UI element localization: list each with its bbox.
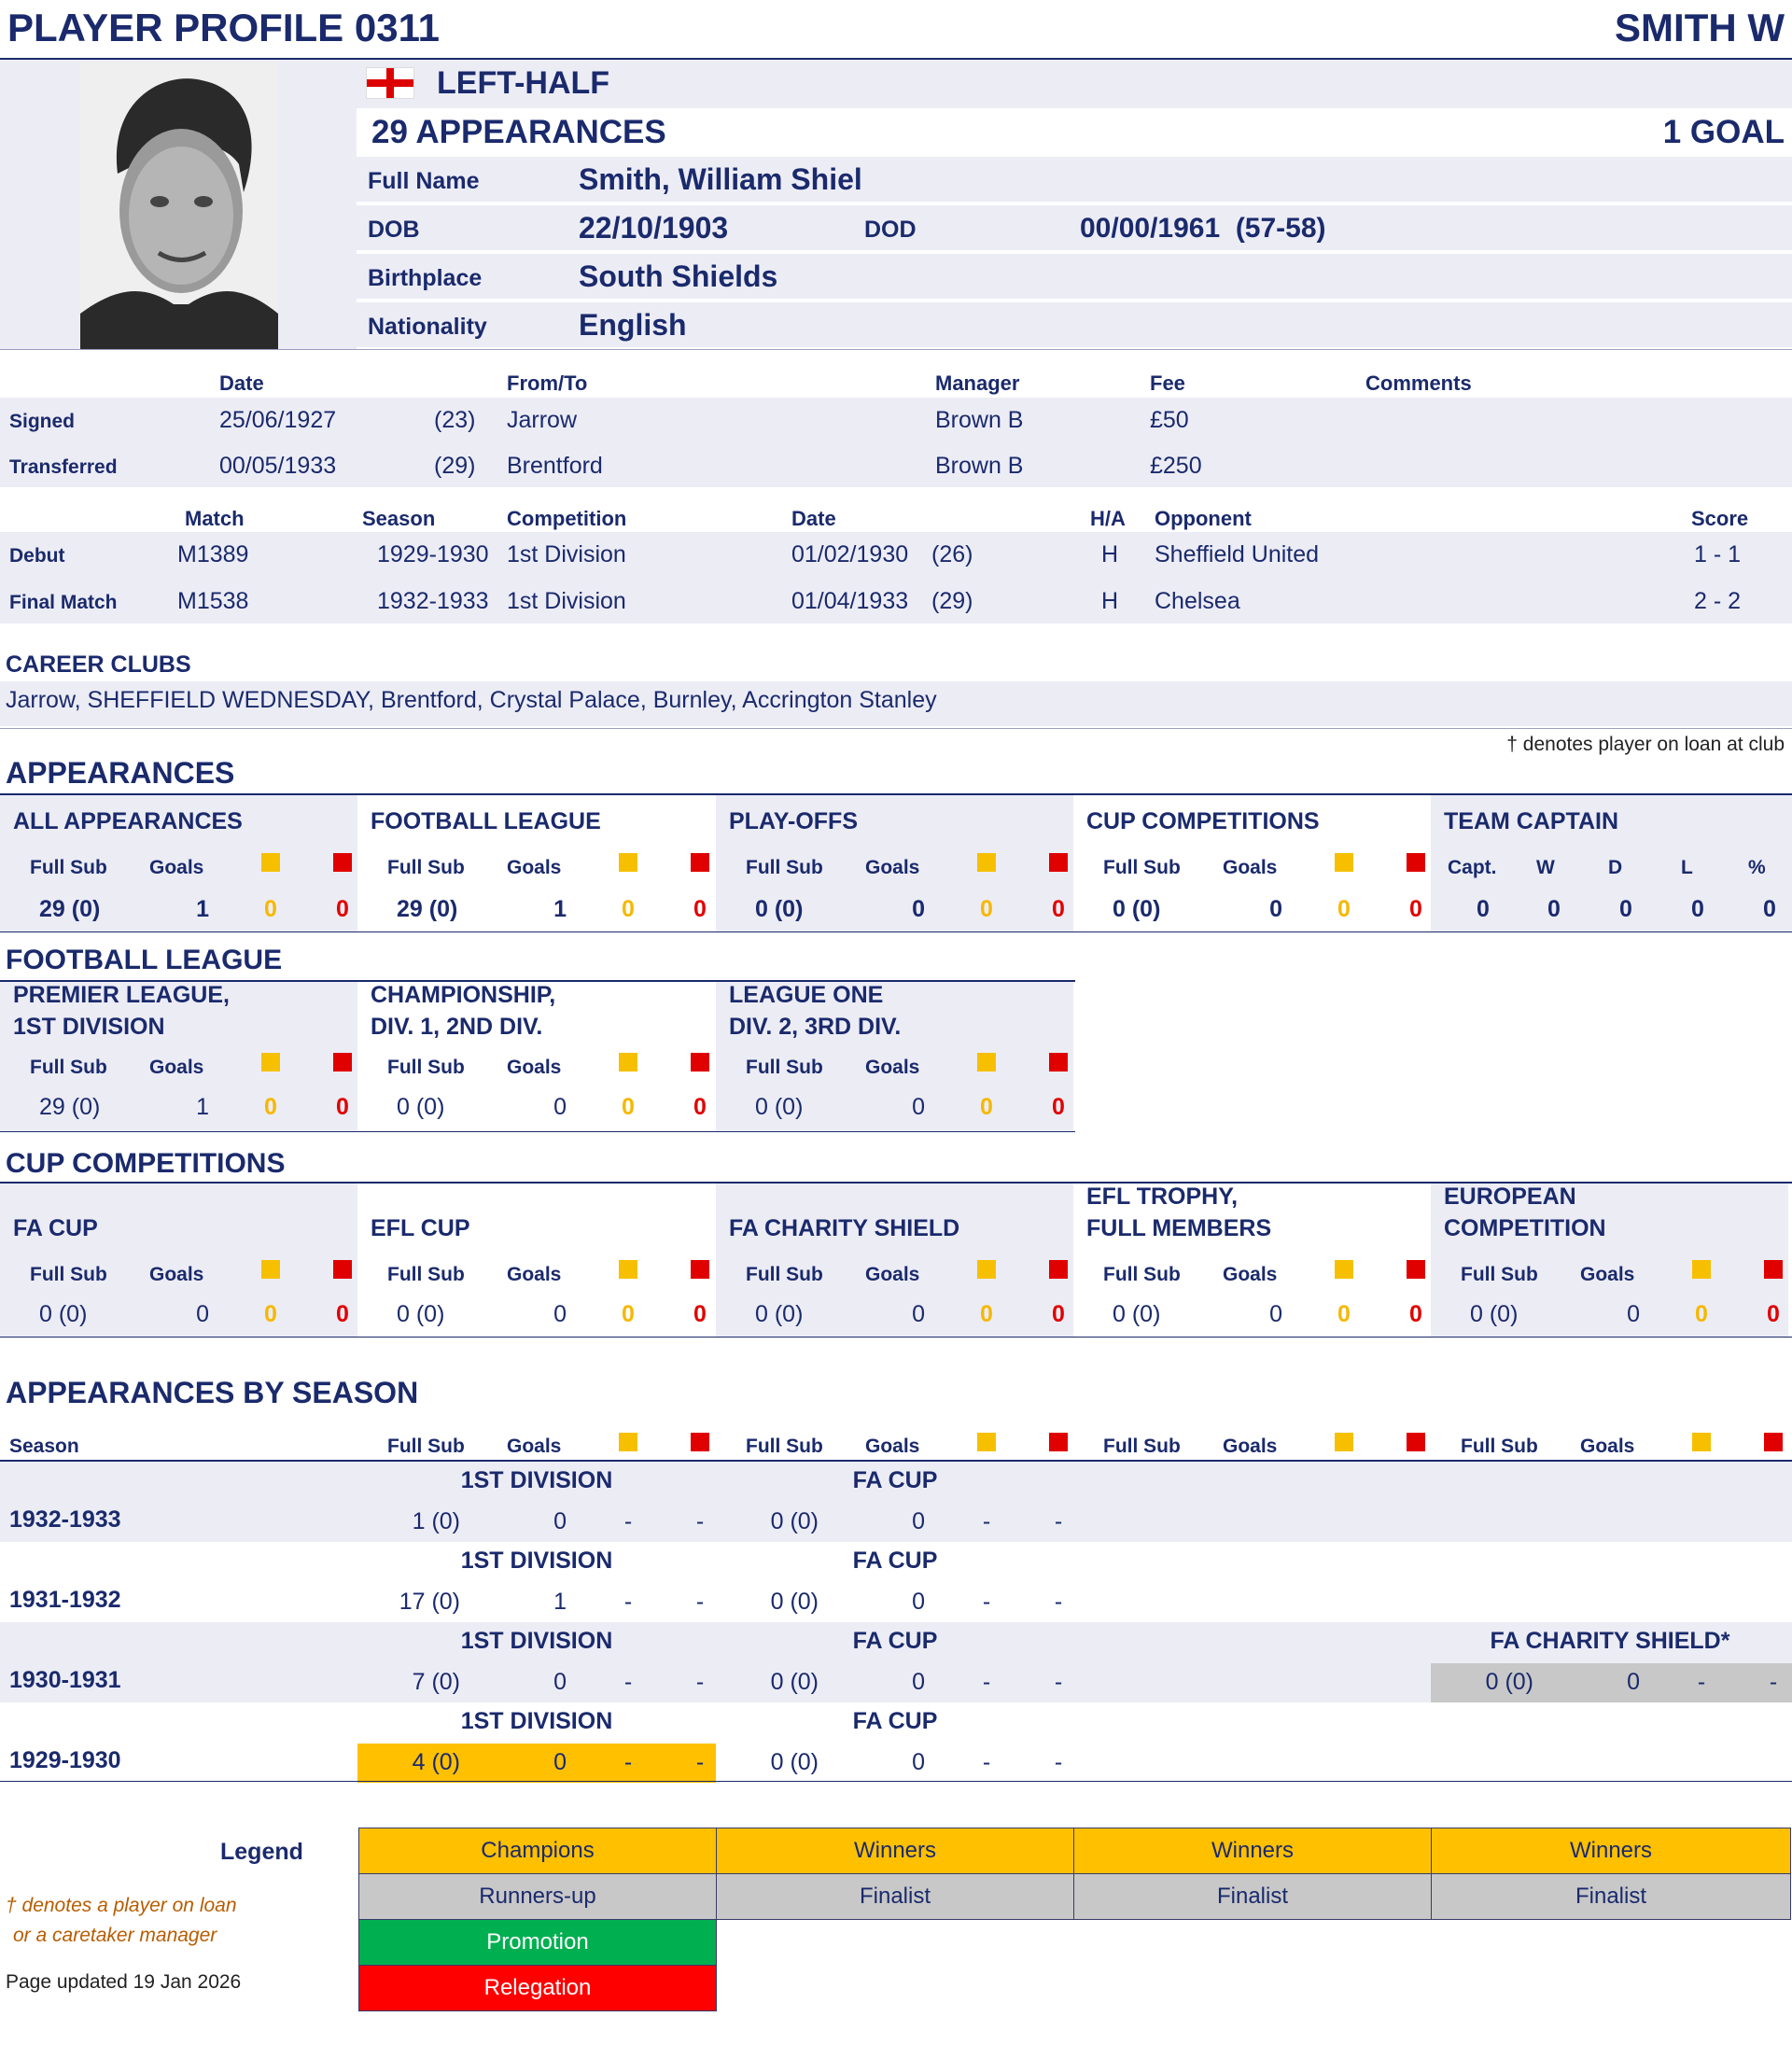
career-clubs-title: CAREER CLUBS	[6, 651, 191, 678]
season-red-value: -	[695, 1669, 705, 1695]
transfer-club: Brentford	[507, 453, 603, 479]
season-label: 1932-1933	[9, 1506, 121, 1533]
goals-value: 0	[1627, 1301, 1640, 1327]
loan-note: † denotes player on loan at club	[1506, 734, 1785, 755]
match-age: (26)	[931, 541, 973, 567]
goals-value: 0	[912, 1094, 925, 1120]
legend-winners: Winners	[716, 1828, 1074, 1874]
yellow-card-icon	[261, 1260, 280, 1279]
goals-label: Goals	[149, 857, 204, 878]
red-card-icon	[1407, 1433, 1425, 1451]
profile-divider	[0, 349, 1792, 350]
transfers-header-date: Date	[219, 371, 264, 395]
red-cards-value: 0	[693, 1301, 707, 1327]
season-goals-value: 0	[912, 1589, 925, 1615]
england-flag-icon	[366, 67, 414, 99]
dod-label: DOD	[864, 217, 917, 243]
legend-winners: Winners	[1073, 1828, 1432, 1874]
legend-title: Legend	[220, 1839, 303, 1865]
red-cards-value: 0	[336, 1094, 349, 1120]
by-season-bottom-rule	[0, 1781, 1792, 1782]
yellow-card-icon	[1692, 1260, 1711, 1279]
season-competition-name: 1ST DIVISION	[460, 1708, 613, 1734]
season-red-value: -	[1769, 1669, 1778, 1695]
transfer-fee: £50	[1150, 407, 1189, 433]
goals-label: Goals	[149, 1057, 204, 1078]
season-red-value: -	[695, 1508, 705, 1534]
career-divider	[0, 728, 1792, 729]
yellow-card-icon	[977, 1260, 996, 1279]
season-label: 1930-1931	[9, 1667, 121, 1693]
red-card-icon	[1764, 1260, 1783, 1279]
transfers-header-fee: Fee	[1150, 371, 1185, 395]
red-cards-value: 0	[1052, 1301, 1065, 1327]
appearances-bottom-rule	[0, 931, 1792, 932]
birthplace-value: South Shields	[579, 259, 778, 293]
goals-label: Goals	[1580, 1264, 1635, 1285]
transfer-age: (23)	[434, 407, 476, 433]
full-sub-label: Full Sub	[30, 857, 107, 878]
season-full-sub-value: 0 (0)	[770, 1669, 819, 1695]
red-cards-value: 0	[1409, 896, 1422, 922]
yellow-card-icon	[977, 853, 996, 872]
transfers-header-from-to: From/To	[507, 371, 588, 395]
yellow-cards-value: 0	[622, 896, 635, 922]
yellow-card-icon	[619, 853, 637, 872]
red-card-icon	[691, 1260, 709, 1279]
season-full-sub-value: 0 (0)	[770, 1749, 819, 1775]
legend-runners-up: Runners-up	[358, 1873, 717, 1920]
match-date: 01/02/1930	[791, 541, 909, 567]
full-sub-value: 0 (0)	[755, 896, 804, 922]
transfer-fee: £250	[1150, 453, 1202, 479]
season-competition-name: FA CUP	[852, 1708, 938, 1734]
yellow-cards-value: 0	[264, 1301, 277, 1327]
season-goals-value: 0	[553, 1508, 567, 1534]
match-header-season: Season	[362, 507, 436, 530]
match-score: 1 - 1	[1694, 541, 1742, 567]
block-title: ALL APPEARANCES	[13, 808, 243, 834]
goals-value: 1	[196, 896, 209, 922]
legend-finalist: Finalist	[716, 1873, 1074, 1920]
goals-label: Goals	[1223, 857, 1278, 878]
full-sub-value: 0 (0)	[397, 1301, 445, 1327]
full-sub-label: Full Sub	[746, 1264, 823, 1285]
full-sub-label: Full Sub	[746, 857, 823, 878]
match-header-score: Score	[1691, 507, 1749, 530]
captain-l-label: L	[1681, 857, 1693, 878]
transfer-date: 25/06/1927	[219, 407, 337, 433]
legend-winners: Winners	[1431, 1828, 1791, 1874]
transfers-header-manager: Manager	[935, 371, 1020, 395]
season-yellow-value: -	[623, 1749, 633, 1775]
yellow-card-icon	[1692, 1433, 1711, 1451]
block-title-line2: COMPETITION	[1444, 1215, 1606, 1241]
match-header-opponent: Opponent	[1155, 507, 1252, 530]
season-red-value: -	[695, 1749, 705, 1775]
red-card-icon	[1407, 853, 1425, 872]
red-card-icon	[691, 1433, 709, 1451]
season-full-sub-label: Full Sub	[387, 1436, 465, 1457]
season-yellow-value: -	[982, 1669, 991, 1695]
by-season-title: APPEARANCES BY SEASON	[6, 1376, 419, 1409]
match-header-competition: Competition	[507, 507, 627, 530]
season-competition-name: FA CUP	[852, 1628, 938, 1654]
goals-value: 0	[196, 1301, 209, 1327]
captain-pct-value: 0	[1763, 896, 1776, 922]
match-id: M1538	[177, 588, 249, 614]
yellow-cards-value: 0	[1337, 1301, 1351, 1327]
season-red-value: -	[1054, 1508, 1063, 1534]
full-sub-value: 0 (0)	[397, 1094, 445, 1120]
captain-pct-label: %	[1748, 857, 1766, 878]
season-full-sub-value: 0 (0)	[770, 1508, 819, 1534]
season-full-sub-label: Full Sub	[746, 1436, 823, 1457]
red-card-icon	[333, 1260, 352, 1279]
nationality-label: Nationality	[368, 314, 487, 340]
red-card-icon	[333, 1053, 352, 1072]
yellow-card-icon	[261, 1053, 280, 1072]
yellow-cards-value: 0	[622, 1301, 635, 1327]
goals-label: Goals	[865, 857, 920, 878]
goals-value: 1	[196, 1094, 209, 1120]
red-card-icon	[691, 1053, 709, 1072]
football-league-bottom-rule	[0, 1131, 1075, 1132]
dob-value: 22/10/1903	[579, 211, 729, 245]
yellow-card-icon	[977, 1433, 996, 1451]
full-sub-label: Full Sub	[1461, 1264, 1538, 1285]
season-goals-label: Goals	[1223, 1436, 1278, 1457]
yellow-cards-value: 0	[1337, 896, 1351, 922]
full-sub-label: Full Sub	[387, 1057, 465, 1078]
yellow-cards-value: 0	[1695, 1301, 1708, 1327]
block-title-line1: PREMIER LEAGUE,	[13, 982, 230, 1008]
cup-competitions-title: CUP COMPETITIONS	[6, 1148, 286, 1179]
red-card-icon	[1049, 1433, 1068, 1451]
season-goals-value: 0	[553, 1749, 567, 1775]
season-column-header: Season	[9, 1436, 79, 1457]
transfer-manager: Brown B	[935, 407, 1024, 433]
yellow-cards-value: 0	[264, 896, 277, 922]
match-score: 2 - 2	[1694, 588, 1742, 614]
match-header-ha: H/A	[1090, 507, 1126, 530]
goals-label: Goals	[1223, 1264, 1278, 1285]
block-title-line1: EFL TROPHY,	[1086, 1184, 1239, 1210]
player-short-name: SMITH W	[1615, 6, 1785, 49]
yellow-card-icon	[619, 1053, 637, 1072]
page-title: PLAYER PROFILE 0311	[7, 6, 440, 49]
full-sub-value: 29 (0)	[39, 896, 101, 922]
transfer-row-label: Transferred	[9, 456, 118, 478]
match-season: 1929-1930	[377, 541, 489, 567]
season-label: 1931-1932	[9, 1587, 121, 1613]
nationality-row	[357, 302, 1792, 347]
block-title-line2: FA CUP	[13, 1215, 98, 1241]
match-header-match: Match	[185, 507, 245, 530]
red-cards-value: 0	[693, 896, 707, 922]
team-captain-title: TEAM CAPTAIN	[1444, 808, 1619, 834]
full-sub-label: Full Sub	[387, 857, 465, 878]
season-goals-value: 0	[912, 1508, 925, 1534]
player-photo	[80, 62, 278, 349]
match-ha: H	[1101, 588, 1119, 614]
yellow-card-icon	[261, 853, 280, 872]
yellow-card-icon	[1335, 1260, 1353, 1279]
legend-relegation: Relegation	[358, 1965, 717, 2011]
nationality-value: English	[579, 308, 687, 342]
season-competition-name: 1ST DIVISION	[460, 1548, 613, 1574]
legend-promotion: Promotion	[358, 1919, 717, 1966]
dod-value: 00/00/1961 (57-58)	[1080, 213, 1326, 244]
match-opponent: Sheffield United	[1155, 541, 1320, 567]
appearances-title: APPEARANCES	[6, 756, 235, 790]
goals-label: Goals	[149, 1264, 204, 1285]
block-title-line1: CHAMPIONSHIP,	[371, 982, 556, 1008]
legend-caretaker-note: or a caretaker manager	[13, 1925, 217, 1946]
block-title: FOOTBALL LEAGUE	[371, 808, 601, 834]
season-yellow-value: -	[982, 1589, 991, 1615]
goals-value: 0	[553, 1301, 567, 1327]
goals-value: 1	[553, 896, 567, 922]
season-competition-name: FA CHARITY SHIELD*	[1490, 1628, 1730, 1654]
red-cards-value: 0	[1767, 1301, 1780, 1327]
goals-value: 0	[912, 1301, 925, 1327]
full-sub-value: 0 (0)	[1113, 896, 1161, 922]
transfer-manager: Brown B	[935, 453, 1024, 479]
season-full-sub-label: Full Sub	[1461, 1436, 1538, 1457]
full-sub-value: 0 (0)	[755, 1094, 804, 1120]
season-red-value: -	[1054, 1669, 1063, 1695]
match-season: 1932-1933	[377, 588, 489, 614]
full-name-label: Full Name	[368, 168, 480, 194]
match-row-label: Debut	[9, 545, 65, 567]
goals-label: Goals	[507, 857, 562, 878]
season-competition-name: 1ST DIVISION	[460, 1628, 613, 1654]
goals-value: 0	[1269, 1301, 1282, 1327]
full-sub-value: 0 (0)	[755, 1301, 804, 1327]
full-sub-label: Full Sub	[1103, 1264, 1181, 1285]
yellow-cards-value: 0	[264, 1094, 277, 1120]
goals-value: 0	[912, 896, 925, 922]
legend-finalist: Finalist	[1073, 1873, 1432, 1920]
cup-competitions-bottom-rule	[0, 1337, 1792, 1338]
red-card-icon	[1049, 1053, 1068, 1072]
goals-label: Goals	[865, 1264, 920, 1285]
season-yellow-value: -	[623, 1669, 633, 1695]
red-cards-value: 0	[1052, 896, 1065, 922]
block-title-line2: DIV. 1, 2ND DIV.	[371, 1014, 543, 1040]
match-date: 01/04/1933	[791, 588, 909, 614]
match-opponent: Chelsea	[1155, 588, 1240, 614]
season-full-sub-value: 0 (0)	[770, 1589, 819, 1615]
block-title-line2: FA CHARITY SHIELD	[729, 1215, 960, 1241]
match-competition: 1st Division	[507, 588, 626, 614]
full-sub-label: Full Sub	[387, 1264, 465, 1285]
full-sub-label: Full Sub	[1103, 857, 1181, 878]
season-red-value: -	[1054, 1589, 1063, 1615]
yellow-cards-value: 0	[622, 1094, 635, 1120]
full-name-value: Smith, William Shiel	[579, 162, 862, 196]
season-goals-label: Goals	[865, 1436, 920, 1457]
season-goals-value: 0	[553, 1669, 567, 1695]
full-sub-value: 29 (0)	[397, 896, 458, 922]
birthplace-label: Birthplace	[368, 265, 483, 291]
season-label: 1929-1930	[9, 1747, 121, 1773]
full-sub-value: 29 (0)	[39, 1094, 101, 1120]
block-title-line2: 1ST DIVISION	[13, 1014, 165, 1040]
full-sub-value: 0 (0)	[1470, 1301, 1519, 1327]
season-goals-label: Goals	[507, 1436, 562, 1457]
full-sub-label: Full Sub	[746, 1057, 823, 1078]
dob-label: DOB	[368, 217, 420, 243]
red-cards-value: 0	[1409, 1301, 1422, 1327]
goals-label: Goals	[507, 1264, 562, 1285]
captain-capt-value: 0	[1477, 896, 1490, 922]
captain-w-value: 0	[1547, 896, 1561, 922]
yellow-cards-value: 0	[980, 896, 993, 922]
match-row-label: Final Match	[9, 592, 118, 613]
season-yellow-value: -	[623, 1508, 633, 1534]
yellow-card-icon	[1335, 1433, 1353, 1451]
red-cards-value: 0	[336, 1301, 349, 1327]
captain-d-label: D	[1608, 857, 1623, 878]
fullname-row	[357, 157, 1792, 202]
block-title-line2: DIV. 2, 3RD DIV.	[729, 1014, 902, 1040]
player-photo-image	[80, 62, 278, 349]
match-competition: 1st Division	[507, 541, 626, 567]
captain-capt-label: Capt.	[1448, 857, 1497, 878]
transfer-row-label: Signed	[9, 411, 76, 432]
season-goals-value: 0	[1627, 1669, 1640, 1695]
yellow-cards-value: 0	[980, 1094, 993, 1120]
block-title-line2: FULL MEMBERS	[1086, 1215, 1272, 1241]
yellow-card-icon	[619, 1260, 637, 1279]
season-full-sub-value: 0 (0)	[1485, 1669, 1533, 1695]
season-yellow-value: -	[1697, 1669, 1706, 1695]
transfer-date: 00/05/1933	[219, 453, 337, 479]
goals-label: Goals	[865, 1057, 920, 1078]
birthplace-row	[357, 254, 1792, 299]
legend-loan-note: † denotes a player on loan	[6, 1895, 237, 1916]
yellow-card-icon	[977, 1053, 996, 1072]
season-yellow-value: -	[982, 1749, 991, 1775]
red-card-icon	[1049, 1260, 1068, 1279]
season-yellow-value: -	[982, 1508, 991, 1534]
full-sub-value: 0 (0)	[1113, 1301, 1161, 1327]
transfer-age: (29)	[434, 453, 476, 479]
captain-l-value: 0	[1691, 896, 1704, 922]
red-cards-value: 0	[336, 896, 349, 922]
season-goals-value: 1	[553, 1589, 567, 1615]
block-title: CUP COMPETITIONS	[1086, 808, 1320, 834]
full-sub-label: Full Sub	[30, 1264, 107, 1285]
season-competition-name: FA CUP	[852, 1548, 938, 1574]
dob-row	[357, 205, 1792, 250]
season-goals-value: 0	[912, 1669, 925, 1695]
appearances-total: 29 APPEARANCES	[371, 114, 666, 150]
red-card-icon	[1764, 1433, 1783, 1451]
yellow-card-icon	[1335, 853, 1353, 872]
season-full-sub-label: Full Sub	[1103, 1436, 1181, 1457]
captain-w-label: W	[1536, 857, 1555, 878]
red-cards-value: 0	[1052, 1094, 1065, 1120]
red-cards-value: 0	[693, 1094, 707, 1120]
yellow-card-icon	[619, 1433, 637, 1451]
full-sub-value: 0 (0)	[39, 1301, 88, 1327]
block-title: PLAY-OFFS	[729, 808, 858, 834]
captain-d-value: 0	[1619, 896, 1632, 922]
season-competition-name: FA CUP	[852, 1467, 938, 1493]
season-competition-name: 1ST DIVISION	[460, 1467, 613, 1493]
season-goals-label: Goals	[1580, 1436, 1635, 1457]
transfer-club: Jarrow	[507, 407, 578, 433]
goals-label: Goals	[507, 1057, 562, 1078]
match-header-date: Date	[791, 507, 836, 530]
season-red-value: -	[1054, 1749, 1063, 1775]
season-full-sub-value: 1 (0)	[412, 1508, 460, 1534]
goals-value: 0	[1269, 896, 1282, 922]
legend-finalist: Finalist	[1431, 1873, 1791, 1920]
red-card-icon	[333, 853, 352, 872]
football-league-title: FOOTBALL LEAGUE	[6, 945, 283, 975]
red-card-icon	[1407, 1260, 1425, 1279]
season-yellow-value: -	[623, 1589, 633, 1615]
season-full-sub-value: 17 (0)	[399, 1589, 460, 1615]
season-full-sub-value: 7 (0)	[412, 1669, 460, 1695]
block-title-line1: LEAGUE ONE	[729, 982, 884, 1008]
block-title-line1: EUROPEAN	[1444, 1184, 1576, 1210]
career-clubs-list: Jarrow, SHEFFIELD WEDNESDAY, Brentford, Crystal Palace, Burnley, Accrington Stanley	[6, 687, 937, 713]
goals-total: 1 GOAL	[1662, 114, 1785, 150]
match-age: (29)	[931, 588, 973, 614]
season-goals-value: 0	[912, 1749, 925, 1775]
player-position: LEFT-HALF	[437, 65, 610, 101]
transfers-header-comments: Comments	[1365, 371, 1472, 395]
block-title-line2: EFL CUP	[371, 1215, 470, 1241]
yellow-cards-value: 0	[980, 1301, 993, 1327]
match-id: M1389	[177, 541, 249, 567]
page-updated: Page updated 19 Jan 2026	[6, 1971, 242, 1993]
season-full-sub-value: 4 (0)	[412, 1749, 460, 1775]
season-red-value: -	[695, 1589, 705, 1615]
goals-value: 0	[553, 1094, 567, 1120]
red-card-icon	[691, 853, 709, 872]
match-ha: H	[1101, 541, 1119, 567]
legend-champions: Champions	[358, 1828, 717, 1874]
red-card-icon	[1049, 853, 1068, 872]
full-sub-label: Full Sub	[30, 1057, 107, 1078]
